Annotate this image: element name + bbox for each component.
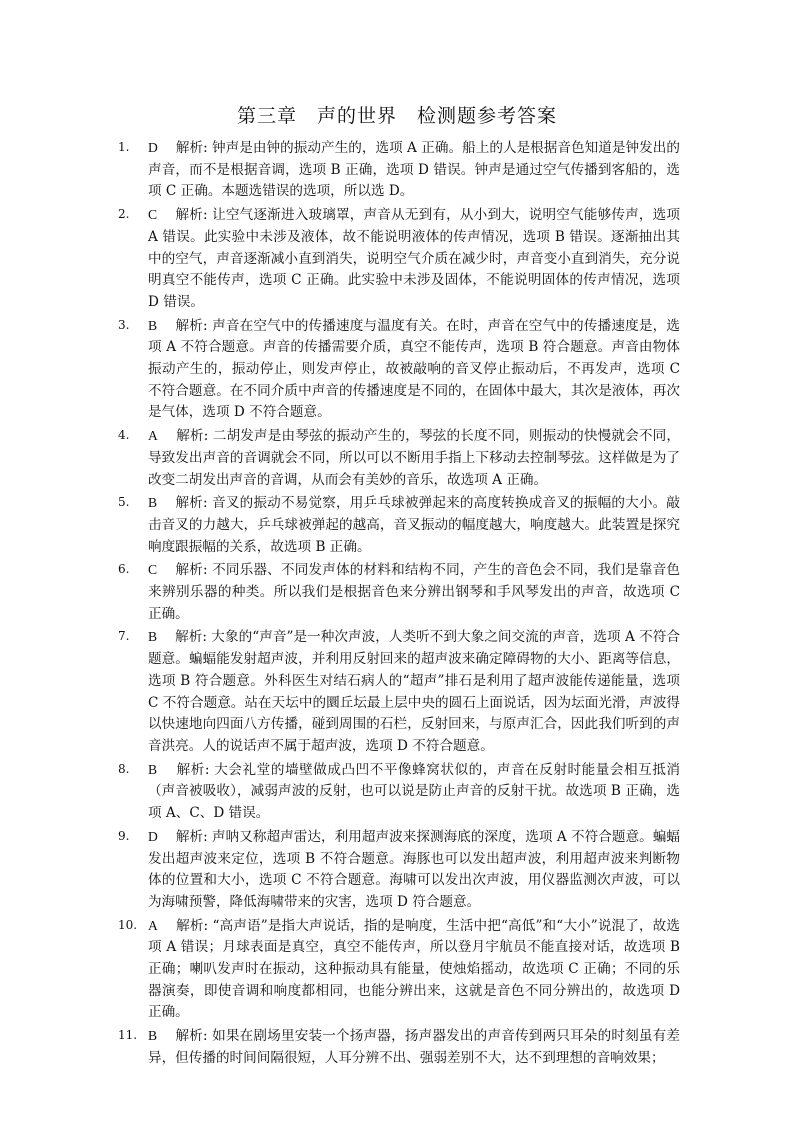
answer-letter: D [148, 828, 158, 844]
answer-letter: C [148, 562, 158, 578]
answer-letter: A [148, 917, 158, 933]
answer-item-2 [118, 204, 680, 314]
answer-explanation: 解析: 让空气逐渐进入玻璃罩，声音从无到有，从小到大，说明空气能够传声，选项 A 错误。此实验中未涉及液体，故不能说明液体的传声情况，选项 B 错误。逐渐抽出其中的空气，声音逐渐减小直到消失，说明空气介质在减少时，声音变小直到消失，充分说明真空不能传声，选项 C 正确。此实验中未涉及固体，不能说明固体的传声情况，选项 D 错误。 [148, 207, 680, 310]
answer-number: 2. [118, 207, 130, 222]
answer-number: 5. [118, 495, 130, 510]
answer-explanation: 解析: 大象的“声音”是一种次声波，人类听不到大象之间交流的声音，选项 A 不符合题意。蝙蝠能发射超声波，并利用反射回来的超声波来确定障碍物的大小、距离等信息，选项 B 符合题意。外科医生对结石病人的“超声”排石是利用了超声波能传递能量，选项 C 不符合题意。站在天坛中的圜丘坛最上层中央的圆石上面说话，因为坛面光滑，声波得以快速地向四面八方传播，碰到周围的石栏，反射回来，与原声汇合，因此我们听到的声音洪亮。人的说话声不属于超声波，选项 D 不符合题意。 [148, 629, 680, 754]
answer-letter: B [148, 629, 158, 645]
page-title: 第三章 声的世界 检测题参考答案 [236, 105, 557, 127]
answer-number: 8. [118, 761, 130, 776]
answer-explanation: 解析: 不同乐器、不同发声体的材料和结构不同，产生的音色会不同，我们是靠音色来辨别乐器的种类。所以我们是根据音色来分辨出钢琴和手风琴发出的声音，故选项 C 正确。 [148, 562, 680, 622]
answer-item-6 [118, 559, 680, 625]
answer-item-3 [118, 315, 680, 425]
answer-explanation: 解析: 声音在空气中的传播速度与温度有关。在时，声音在空气中的传播速度是，选项 A 不符合题意。声音的传播需要介质，真空不能传声，选项 B 符合题意。声音由物体振动产生的，振动停止，则发声停止，故被敲响的音叉停止振动后，不再发声，选项 C 不符合题意。在不同介质中声音的传播速度是不同的，在固体中最大，其次是液体，再次是气体，选项 D 不符合题意。 [148, 317, 680, 421]
answer-item-9 [118, 826, 680, 914]
answer-letter: C [148, 207, 158, 223]
answer-item-5 [118, 492, 680, 558]
answer-number: 7. [118, 629, 130, 644]
answer-letter: A [148, 428, 158, 444]
answer-letter: B [148, 495, 158, 511]
answer-explanation: 解析: 二胡发声是由琴弦的振动产生的，琴弦的长度不同，则振动的快慢就会不同，导致发出声音的音调就会不同，所以可以不断用手指上下移动去控制琴弦。这样做是为了改变二胡发出声音的音调，从而会有美妙的音乐，故选项 A 正确。 [148, 428, 680, 488]
answer-explanation: 解析: 钟声是由钟的振动产生的，选项 A 正确。船上的人是根据音色知道是钟发出的声音，而不是根据音调，选项 B 正确，选项 D 错误。钟声是通过空气传播到客船的，选项 C 正确。本题选错误的选项，所以选 D。 [148, 140, 680, 200]
answer-letter: B [148, 317, 158, 333]
answer-item-7 [118, 626, 680, 757]
answer-item-8 [118, 759, 680, 825]
answer-item-1 [118, 137, 680, 203]
answer-explanation: 解析: 音叉的振动不易觉察，用乒乓球被弹起来的高度转换成音叉的振幅的大小。敲击音叉的力越大，乒乓球被弹起的越高，音叉振动的幅度越大，响度越大。此装置是探究响度跟振幅的关系，故选项 B 正确。 [148, 495, 680, 555]
answer-number: 3. [118, 317, 130, 332]
answer-number: 1. [118, 140, 130, 154]
answer-explanation: 解析: 大会礼堂的墙壁做成凸凹不平像蜂窝状似的，声音在反射时能量会相互抵消（声音被吸收），减弱声波的反射，也可以说是防止声音的反射干扰。故选项 B 正确，选项 A、C、D 错误。 [148, 761, 680, 822]
answer-explanation: 解析: 声呐又称超声雷达，利用超声波来探测海底的深度，选项 A 不符合题意。蝙蝠发出超声波来定位，选项 B 不符合题意。海豚也可以发出超声波，利用超声波来判断物体的位置和大小，选项 C 不符合题意。海啸可以发出次声波，用仪器监测次声波，可以为海啸预警，降低海啸带来的灾害，选项 D 符合题意。 [148, 828, 680, 910]
answer-item-10 [118, 915, 680, 1025]
answer-letter: D [148, 140, 158, 155]
answer-item-11 [118, 1025, 680, 1069]
answer-explanation: 解析: 如果在剧场里安装一个扬声器，扬声器发出的声音传到两只耳朵的时刻虽有差异，但传播的时间间隔很短，人耳分辨不出、强弱差别不大，达不到理想的音响效果； [148, 1028, 680, 1066]
answer-number: 9. [118, 828, 130, 843]
answer-letter: B [148, 1028, 158, 1044]
answer-list [118, 137, 680, 1071]
answer-item-4 [118, 425, 680, 491]
answer-explanation: 解析: “高声语”是指大声说话，指的是响度，生活中把“高低”和“大小”说混了，故选项 A 错误；月球表面是真空，真空不能传声，所以登月宇航员不能直接对话，故选项 B 正确；喇叭发声时在振动，这种振动具有能量，使烛焰摇动，故选项 C 正确；不同的乐器演奏，即使音调和响度都相同，也能分辨出来，这就是音色不同分辨出的，故选项 D 正确。 [148, 917, 680, 1021]
answer-number: 4. [118, 428, 130, 443]
answer-number: 11. [118, 1028, 138, 1043]
answer-letter: B [148, 761, 158, 777]
answer-number: 6. [118, 562, 130, 577]
answer-number: 10. [118, 917, 138, 932]
